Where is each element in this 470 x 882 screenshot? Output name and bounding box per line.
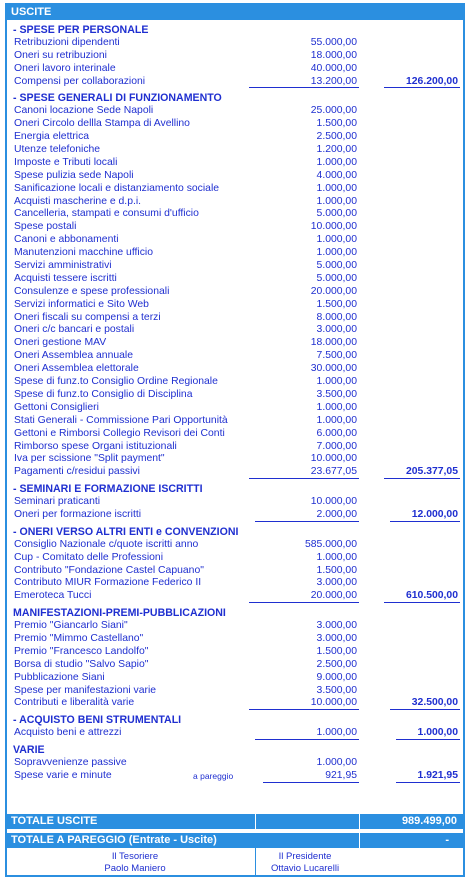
row-amount: 585.000,00 (304, 538, 357, 550)
presidente-role: Il Presidente (278, 851, 332, 862)
section-header (7, 714, 463, 727)
row-amount: 3.000,00 (316, 620, 357, 632)
row-amount: 921,95 (325, 769, 357, 781)
row-label: Servizi amministrativi (14, 260, 112, 272)
row-amount: 1.000,00 (316, 247, 357, 259)
table-row (7, 672, 463, 685)
row-label: Oneri per formazione iscritti (14, 508, 142, 520)
budget-sheet (5, 3, 465, 877)
row-label: Cup - Comitato delle Professioni (14, 551, 164, 563)
row-amount: 3.000,00 (316, 632, 357, 644)
row-amount: 18.000,00 (310, 49, 357, 61)
table-row (7, 376, 463, 389)
row-amount: 5.000,00 (316, 208, 357, 220)
row-amount: 2.500,00 (316, 131, 357, 143)
row-amount: 18.000,00 (310, 337, 357, 349)
table-row (7, 685, 463, 698)
row-amount: 40.000,00 (310, 62, 357, 74)
row-label: Consiglio Nazionale c/quote iscritti anno (14, 538, 199, 550)
row-amount: 1.000,00 (316, 234, 357, 246)
total-divider-2 (359, 814, 360, 829)
row-amount: 1.500,00 (316, 645, 357, 657)
row-label: Stati Generali - Commissione Pari Opportunità (14, 414, 228, 426)
signature-tesoriere (55, 851, 215, 875)
table-row (7, 312, 463, 325)
table-row (7, 590, 463, 603)
table-row (7, 496, 463, 509)
row-amount: 20.000,00 (310, 590, 357, 602)
table-row (7, 770, 463, 783)
row-label: Contributo MIUR Formazione Federico II (14, 577, 202, 589)
row-amount: 2.500,00 (316, 658, 357, 670)
table-row (7, 727, 463, 740)
table-row (7, 577, 463, 590)
uscite-header-bar (7, 5, 463, 20)
row-label: Contributo "Fondazione Castel Capuano" (14, 564, 204, 576)
row-label: Pubblicazione Siani (14, 671, 105, 683)
table-row (7, 299, 463, 312)
row-amount: 7.500,00 (316, 350, 357, 362)
section-title: - SEMINARI E FORMAZIONE ISCRITTI (13, 483, 203, 496)
row-amount: 1.500,00 (316, 118, 357, 130)
table-row (7, 565, 463, 578)
table-row (7, 633, 463, 646)
row-amount: 1.500,00 (316, 564, 357, 576)
row-label: Energia elettrica (14, 131, 90, 143)
row-label: Servizi informatici e Sito Web (14, 298, 149, 310)
row-amount: 4.000,00 (316, 169, 357, 181)
row-amount: 3.000,00 (316, 324, 357, 336)
section-title: - ACQUISTO BENI STRUMENTALI (13, 714, 182, 727)
row-label: Oneri Assemblea elettorale (14, 363, 139, 375)
total-uscite-value: 989.499,00 (401, 815, 457, 827)
row-label: Acquisti tessere iscritti (14, 272, 117, 284)
table-row (7, 157, 463, 170)
section-header (7, 526, 463, 539)
row-amount: 2.000,00 (316, 508, 357, 520)
presidente-name: Ottavio Lucarelli (270, 863, 340, 874)
table-row (7, 509, 463, 522)
row-amount: 10.000,00 (310, 697, 357, 709)
row-label: Canoni locazione Sede Napoli (14, 105, 154, 117)
row-amount: 30.000,00 (310, 363, 357, 375)
row-amount: 1.000,00 (316, 756, 357, 768)
row-amount: 20.000,00 (310, 285, 357, 297)
row-label: Contributi e liberalità varie (14, 697, 135, 709)
row-label: Spese pulizia sede Napoli (14, 169, 134, 181)
row-label: Seminari praticanti (14, 496, 101, 508)
row-label: Pagamenti c/residui passivi (14, 466, 140, 478)
row-amount: 23.677,05 (310, 466, 357, 478)
row-label: Spese per manifestazioni varie (14, 684, 157, 696)
table-row (7, 37, 463, 50)
row-label: Oneri c/c bancari e postali (14, 324, 135, 336)
table-row (7, 170, 463, 183)
section-total: 1.000,00 (417, 727, 458, 739)
table-row (7, 363, 463, 376)
table-row (7, 659, 463, 672)
section-total: 32.500,00 (411, 697, 458, 709)
signature-divider (255, 848, 256, 877)
total-divider-1 (255, 814, 256, 829)
row-label: Premio "Mimmo Castellano" (14, 632, 144, 644)
table-row (7, 324, 463, 337)
row-label: Oneri Circolo dellla Stampa di Avellino (14, 118, 190, 130)
section-total: 205.377,05 (405, 466, 458, 478)
row-amount: 3.500,00 (316, 388, 357, 400)
row-label: Iva per scissione "Split payment" (14, 453, 165, 465)
row-amount: 3.500,00 (316, 684, 357, 696)
row-amount: 1.000,00 (316, 414, 357, 426)
row-label: Acquisto beni e attrezzi (14, 727, 122, 739)
table-row (7, 402, 463, 415)
section-title: - SPESE GENERALI DI FUNZIONAMENTO (13, 92, 222, 105)
row-label: Rimborso spese Organi istituzionali (14, 440, 177, 452)
section-title: VARIE (13, 744, 45, 757)
row-label: Spese di funz.to Consiglio Ordine Regionale (14, 376, 218, 388)
total-pareggio-label: TOTALE A PAREGGIO (Entrate - Uscite) (11, 834, 217, 846)
row-amount: 25.000,00 (310, 105, 357, 117)
table-row (7, 50, 463, 63)
section-total: 1.921,95 (417, 769, 458, 781)
row-label: Gettoni Consiglieri (14, 401, 99, 413)
section-header (7, 24, 463, 37)
row-label: Spese di funz.to Consiglio di Disciplina (14, 388, 193, 400)
pareggio-divider (359, 833, 360, 848)
table-row (7, 118, 463, 131)
table-row (7, 757, 463, 770)
table-row (7, 389, 463, 402)
row-label: Compensi per collaborazioni (14, 75, 146, 87)
row-label: Gettoni e Rimborsi Collegio Revisori dei Conti (14, 427, 225, 439)
row-amount: 10.000,00 (310, 496, 357, 508)
row-amount: 1.000,00 (316, 727, 357, 739)
row-label: Imposte e Tributi locali (14, 156, 118, 168)
row-label: Oneri Assemblea annuale (14, 350, 133, 362)
total-uscite-label: TOTALE USCITE (11, 815, 98, 827)
table-row (7, 273, 463, 286)
table-row (7, 131, 463, 144)
row-label: Sopravvenienze passive (14, 756, 127, 768)
table-row (7, 539, 463, 552)
table-row (7, 337, 463, 350)
section-total: 126.200,00 (405, 75, 458, 87)
table-row (7, 260, 463, 273)
row-amount: 1.000,00 (316, 195, 357, 207)
table-row (7, 234, 463, 247)
row-amount: 9.000,00 (316, 671, 357, 683)
row-label: Emeroteca Tucci (14, 590, 92, 602)
row-label: Utenze telefoniche (14, 144, 101, 156)
table-row (7, 441, 463, 454)
table-row (7, 196, 463, 209)
page-title: USCITE (11, 6, 52, 18)
row-amount: 13.200,00 (310, 75, 357, 87)
row-label: Consulenze e spese professionali (14, 285, 170, 297)
row-label: Premio "Francesco Landolfo" (14, 645, 149, 657)
tesoriere-role: Il Tesoriere (111, 851, 159, 862)
table-row (7, 466, 463, 479)
table-row (7, 63, 463, 76)
row-label: Sanificazione locali e distanziamento sociale (14, 182, 220, 194)
row-amount: 1.000,00 (316, 551, 357, 563)
section-total: 12.000,00 (411, 508, 458, 520)
section-total: 610.500,00 (405, 590, 458, 602)
row-amount: 5.000,00 (316, 260, 357, 272)
row-label: Oneri lavoro interinale (14, 62, 116, 74)
table-row (7, 453, 463, 466)
row-label: Premio "Giancarlo Siani" (14, 620, 128, 632)
table-row (7, 415, 463, 428)
row-amount: 3.000,00 (316, 577, 357, 589)
row-note: a pareggio (193, 770, 234, 781)
row-label: Oneri fiscali su compensi a terzi (14, 311, 161, 323)
table-row (7, 208, 463, 221)
table-row (7, 247, 463, 260)
table-row (7, 76, 463, 89)
row-label: Oneri su retribuzioni (14, 49, 107, 61)
row-amount: 10.000,00 (310, 453, 357, 465)
row-label: Borsa di studio "Salvo Sapio" (14, 658, 149, 670)
row-label: Acquisti mascherine e d.p.i. (14, 195, 142, 207)
table-row (7, 286, 463, 299)
table-row (7, 552, 463, 565)
section-title: - SPESE PER PERSONALE (13, 24, 149, 36)
section-title: MANIFESTAZIONI-PREMI-PUBBLICAZIONI (13, 607, 226, 620)
total-pareggio-value: - (445, 834, 449, 846)
row-amount: 55.000,00 (310, 36, 357, 48)
table-row (7, 428, 463, 441)
table-row (7, 221, 463, 234)
row-amount: 5.000,00 (316, 272, 357, 284)
expense-table (7, 24, 463, 783)
tesoriere-name: Paolo Maniero (104, 863, 166, 874)
row-label: Canoni e abbonamenti (14, 234, 119, 246)
table-row (7, 697, 463, 710)
row-amount: 1.000,00 (316, 401, 357, 413)
row-amount: 10.000,00 (310, 221, 357, 233)
section-header (7, 483, 463, 496)
signature-presidente (225, 851, 385, 875)
section-header (7, 92, 463, 105)
table-row (7, 183, 463, 196)
table-row (7, 620, 463, 633)
row-amount: 1.500,00 (316, 298, 357, 310)
row-label: Cancelleria, stampati e consumi d'ufficio (14, 208, 199, 220)
table-row (7, 646, 463, 659)
row-amount: 6.000,00 (316, 427, 357, 439)
section-header (7, 744, 463, 757)
row-label: Oneri gestione MAV (14, 337, 107, 349)
row-label: Manutenzioni macchine ufficio (14, 247, 154, 259)
table-row (7, 350, 463, 363)
row-amount: 8.000,00 (316, 311, 357, 323)
total-pareggio-bar (7, 833, 463, 848)
row-label: Spese postali (14, 221, 77, 233)
row-label: Retribuzioni dipendenti (14, 36, 120, 48)
section-header (7, 607, 463, 620)
table-row (7, 105, 463, 118)
row-amount: 1.000,00 (316, 182, 357, 194)
row-label: Spese varie e minute (14, 769, 112, 781)
section-title: - ONERI VERSO ALTRI ENTI e CONVENZIONI (13, 525, 239, 538)
row-amount: 1.000,00 (316, 376, 357, 388)
row-amount: 1.200,00 (316, 144, 357, 156)
row-amount: 7.000,00 (316, 440, 357, 452)
table-row (7, 144, 463, 157)
total-uscite-bar (7, 814, 463, 829)
row-amount: 1.000,00 (316, 156, 357, 168)
